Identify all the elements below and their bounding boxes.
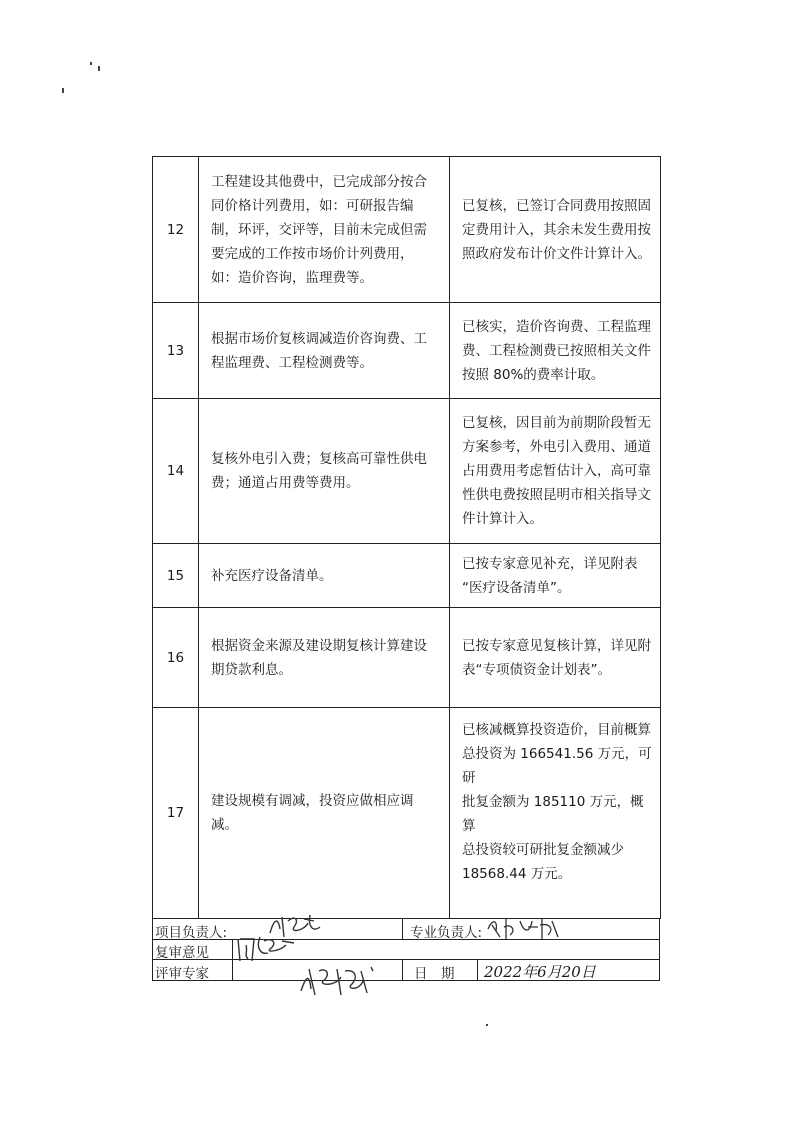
response-line: 批复金额为 185110 万元，概算 (462, 794, 644, 834)
response-cell (450, 708, 661, 919)
date-label: 日 期 (414, 966, 455, 982)
review-expert-label: 评审专家 (155, 966, 209, 982)
scan-speck (486, 1024, 488, 1026)
response-cell (450, 399, 661, 544)
table-row (153, 399, 661, 544)
response-line: 已核实，造价咨询费、工程监理 (462, 318, 651, 335)
review-opinion-label: 复审意见 (155, 945, 209, 961)
response-cell (450, 303, 661, 399)
response-line: 总投资较可研批复金额减少 (462, 842, 624, 858)
response-line: 已按专家意见补充，详见附表 (462, 555, 638, 572)
footer-divider (477, 959, 478, 981)
signature-footer (152, 918, 660, 981)
comment-line: 期贷款利息。 (211, 661, 292, 678)
specialty-lead-label: 专业负责人: (410, 925, 483, 941)
footer-divider (402, 919, 403, 939)
table-row (153, 544, 661, 608)
date-value: 2022年6月20日 (484, 963, 596, 981)
scan-speck (98, 66, 100, 71)
response-cell (450, 544, 661, 608)
response-line: 已核减概算投资造价，目前概算 (462, 722, 651, 738)
response-line: 件计算计入。 (462, 511, 543, 527)
response-line: 方案参考，外电引入费用、通道 (462, 439, 651, 455)
footer-divider (152, 959, 660, 960)
response-cell (450, 608, 661, 708)
project-lead-label: 项目负责人: (155, 925, 228, 941)
footer-divider (152, 919, 153, 981)
response-line: 按照 80%的费率计取。 (462, 366, 605, 383)
footer-divider (659, 919, 660, 981)
specialty-lead-signature (484, 913, 564, 943)
comment-line: 复核外电引入费；复核高可靠性供电 (211, 451, 427, 467)
response-line: 表“专项债资金计划表”。 (462, 661, 611, 678)
row-number: 15 (153, 544, 199, 608)
response-line: 费、工程检测费已按照相关文件 (462, 342, 651, 359)
review-response-table (152, 156, 661, 919)
response-line: 定费用计入，其余未发生费用按 (462, 221, 651, 238)
comment-line: 补充医疗设备清单。 (211, 567, 333, 584)
response-line: 总投资为 166541.56 万元，可研 (462, 746, 652, 786)
response-line: 已复核，因目前为前期阶段暂无 (462, 415, 651, 431)
expert-comment-cell (199, 544, 450, 608)
expert-comment-cell (199, 608, 450, 708)
row-number: 14 (153, 399, 199, 544)
comment-line: 程监理费、工程检测费等。 (211, 354, 373, 371)
comment-line: 费；通道占用费等费用。 (211, 475, 360, 491)
comment-line: 根据资金来源及建设期复核计算建设 (211, 637, 427, 654)
row-number: 13 (153, 303, 199, 399)
footer-divider (232, 939, 233, 981)
table-row (153, 708, 661, 919)
response-line: 已按专家意见复核计算，详见附 (462, 637, 651, 654)
review-expert-signature (297, 961, 389, 1001)
response-line: 照政府发布计价文件计算计入。 (462, 245, 651, 262)
response-line: 已复核，已签订合同费用按照固 (462, 197, 651, 214)
comment-line: 建设规模有调减，投资应做相应调 (211, 793, 414, 809)
table-row (153, 303, 661, 399)
response-line: “医疗设备清单”。 (462, 579, 571, 596)
expert-comment-cell (199, 157, 450, 303)
row-number: 16 (153, 608, 199, 708)
comment-line: 根据市场价复核调减造价咨询费、工 (211, 330, 427, 347)
comment-line: 如：造价咨询，监理费等。 (211, 269, 373, 286)
row-number: 12 (153, 157, 199, 303)
response-line: 性供电费按照昆明市相关指导文 (462, 487, 651, 503)
comment-line: 制，环评，交评等，目前未完成但需 (211, 221, 427, 238)
comment-line: 减。 (211, 817, 238, 833)
scan-speck (62, 88, 64, 93)
table-row (153, 608, 661, 708)
footer-divider (152, 939, 660, 940)
response-line: 占用费用考虑暂估计入，高可靠 (462, 463, 651, 479)
response-cell (450, 157, 661, 303)
expert-comment-cell (199, 708, 450, 919)
comment-line: 要完成的工作按市场价计列费用， (211, 245, 414, 262)
expert-comment-cell (199, 399, 450, 544)
footer-divider (402, 959, 403, 981)
table-row (153, 157, 661, 303)
response-line: 18568.44 万元。 (462, 866, 572, 882)
row-number: 17 (153, 708, 199, 919)
comment-line: 工程建设其他费中，已完成部分按合 (211, 173, 427, 190)
scan-speck (90, 62, 92, 65)
expert-comment-cell (199, 303, 450, 399)
review-opinion-signature (234, 931, 304, 965)
comment-line: 同价格计列费用，如：可研报告编 (211, 197, 414, 214)
